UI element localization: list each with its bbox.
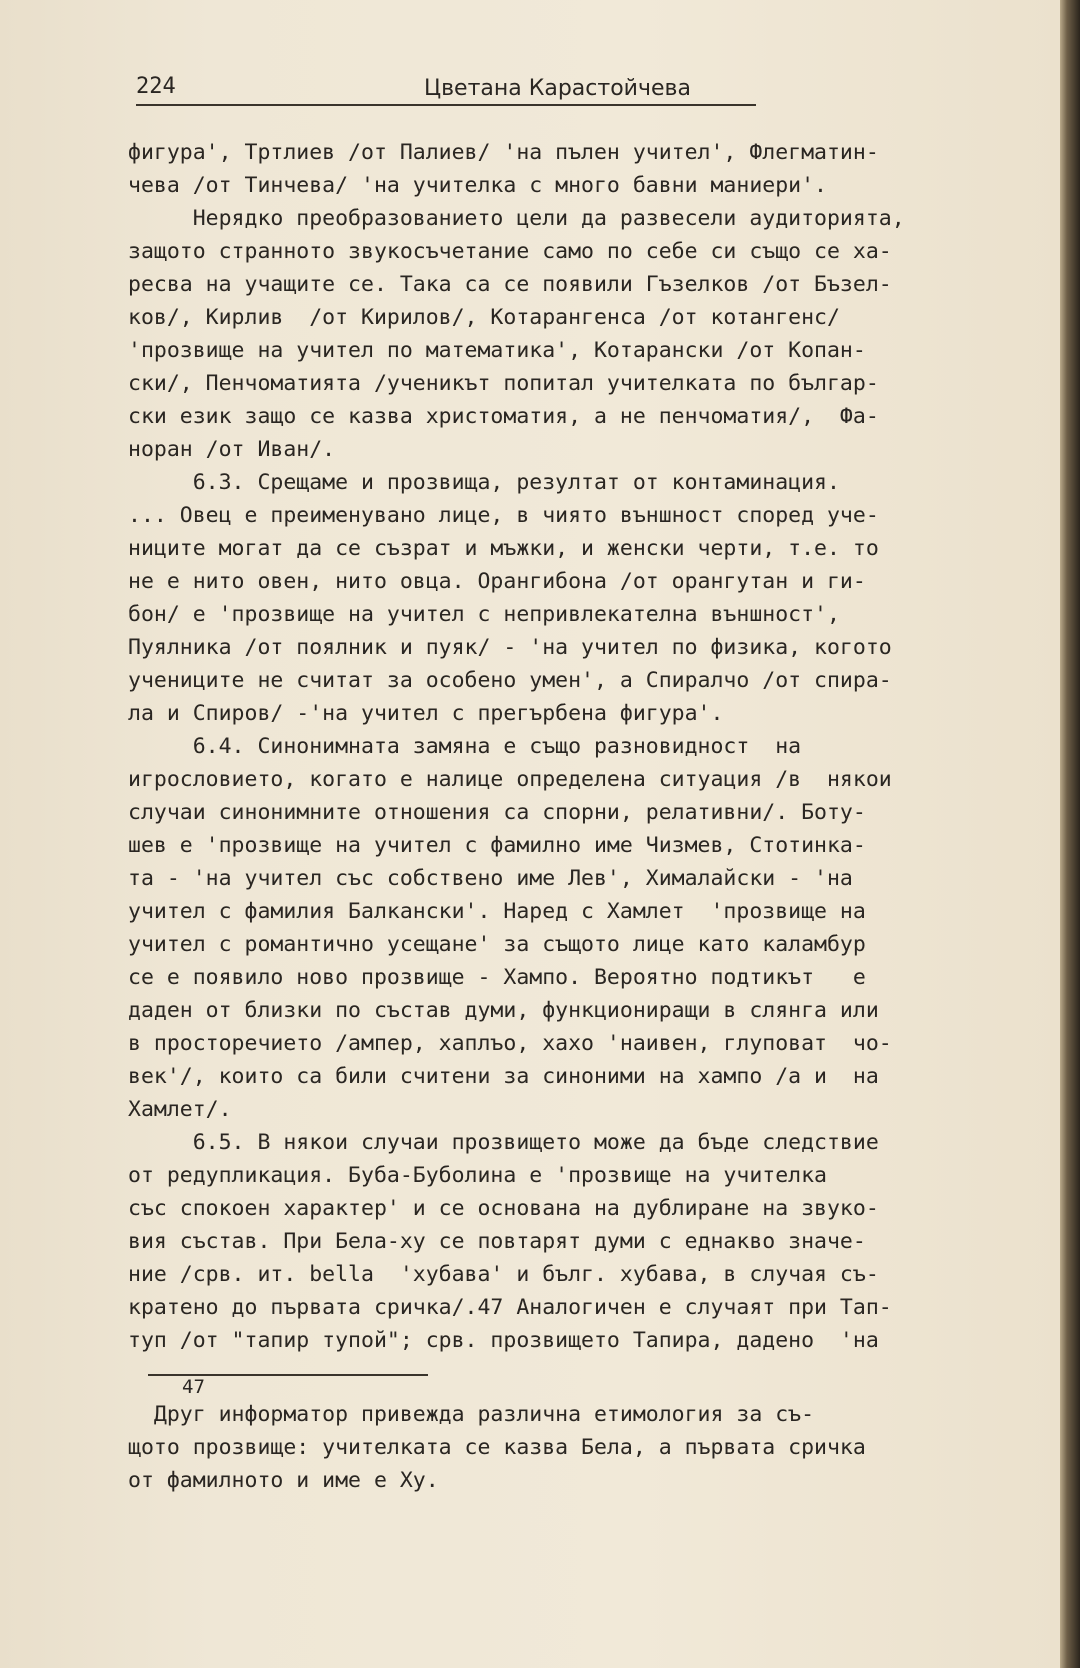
footnote-number: 47	[182, 1376, 205, 1398]
text-line: ски език защо се казва христоматия, а не пенчоматия/, Фа-	[128, 404, 879, 429]
footnote-text	[128, 1398, 1038, 1497]
text-line: ла и Спиров/ -'на учител с прегърбена фигура'.	[128, 701, 724, 726]
text-line: се е появило ново прозвище - Хампо. Вероятно подтикът е	[128, 965, 866, 990]
text-line: даден от близки по състав думи, функциониращи в слянга или	[128, 998, 879, 1023]
text-line: Нерядко преобразованието цели да развесели аудиторията,	[128, 206, 905, 231]
text-line: не е нито овен, нито овца. Орангибона /от орангутан и ги-	[128, 569, 866, 594]
book-spine-shadow	[1060, 0, 1080, 1668]
text-line: със спокоен характер' и се основана на дублиране на звуко-	[128, 1196, 879, 1221]
text-line: век'/, които са били считени за синоними на хампо /а и на	[128, 1064, 879, 1089]
text-line: ... Овец е преименувано лице, в чиято външност според уче-	[128, 503, 879, 528]
text-line: защото странното звукосъчетание само по себе си също се ха-	[128, 239, 892, 264]
text-line: та - 'на учител със собствено име Лев', Хималайски - 'на	[128, 866, 853, 891]
body-text	[128, 136, 1038, 1357]
text-line: от редупликация. Буба-Буболина е 'прозвище на учителка	[128, 1163, 827, 1188]
text-line: ресва на учащите се. Така са се появили Гъзелков /от Бъзел-	[128, 272, 892, 297]
running-head: Цветана Карастойчева	[424, 76, 691, 101]
text-line: 'прозвище на учител по математика', Котарански /от Копан-	[128, 338, 866, 363]
text-line: от фамилното и име е Ху.	[128, 1468, 439, 1493]
text-line: фигура', Тртлиев /от Палиев/ 'на пълен учител', Флегматин-	[128, 140, 879, 165]
text-line: учениците не считат за особено умен', а Спиралчо /от спира-	[128, 668, 892, 693]
text-line: щото прозвище: учителката се казва Бела, а първата сричка	[128, 1435, 866, 1460]
text-line: учител с фамилия Балкански'. Наред с Хамлет 'прозвище на	[128, 899, 866, 924]
text-line: чева /от Тинчева/ 'на учителка с много бавни маниери'.	[128, 173, 827, 198]
text-line: Друг информатор привежда различна етимология за съ-	[128, 1402, 815, 1427]
text-line: 6.3. Срещаме и прозвища, резултат от контаминация.	[128, 470, 840, 495]
text-line: 6.5. В някои случаи прозвището може да бъде следствие	[128, 1130, 879, 1155]
page-number: 224	[136, 74, 176, 99]
text-line: случаи синонимните отношения са спорни, релативни/. Боту-	[128, 800, 866, 825]
text-line: Пуялника /от поялник и пуяк/ - 'на учител по физика, когото	[128, 635, 892, 660]
text-line: Хамлет/.	[128, 1097, 232, 1122]
text-line: учител с романтично усещане' за същото лице като каламбур	[128, 932, 866, 957]
text-line: ков/, Кирлив /от Кирилов/, Котарангенса /от котангенс/	[128, 305, 840, 330]
text-line: 6.4. Синонимната замяна е също разновидност на	[128, 734, 802, 759]
text-line: бон/ е 'прозвище на учител с непривлекателна външност',	[128, 602, 840, 627]
text-line: ски/, Пенчоматията /ученикът попитал учителката по българ-	[128, 371, 879, 396]
text-line: норан /от Иван/.	[128, 437, 336, 462]
text-line: туп /от "тапир тупой"; срв. прозвището Тапира, дадено 'на	[128, 1328, 879, 1353]
text-line: вия състав. При Бела-ху се повтарят думи с еднакво значе-	[128, 1229, 866, 1254]
text-line: ние /срв. ит. bella 'хубава' и бълг. хубава, в случая съ-	[128, 1262, 879, 1287]
text-line: в просторечието /ампер, хаплъо, хахо 'наивен, глуповат чо-	[128, 1031, 892, 1056]
text-line: кратено до първата сричка/.47 Аналогичен е случаят при Тап-	[128, 1295, 892, 1320]
page-header	[136, 74, 756, 106]
text-line: ниците могат да се съзрат и мъжки, и женски черти, т.е. то	[128, 536, 879, 561]
text-line: шев е 'прозвище на учител с фамилно име Чизмев, Стотинка-	[128, 833, 866, 858]
text-line: игрословието, когато е налице определена ситуация /в някои	[128, 767, 892, 792]
